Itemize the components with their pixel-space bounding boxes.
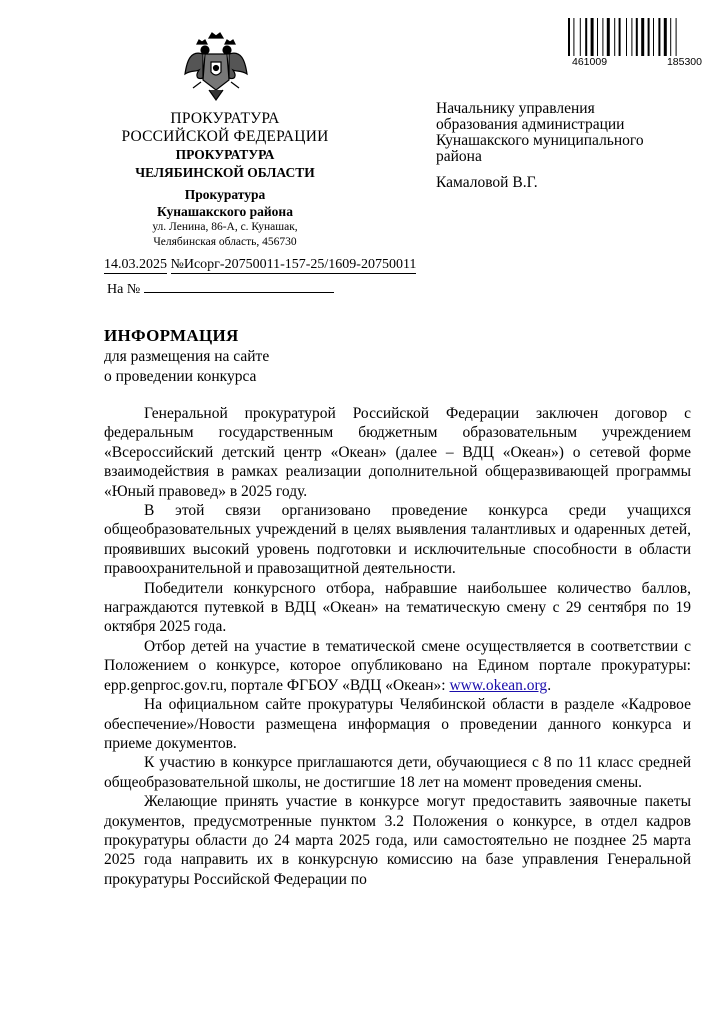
sender-line1: ПРОКУРАТУРА	[170, 110, 280, 127]
paragraph-5: На официальном сайте прокуратуры Челябинской области в разделе «Кадровое обеспечение»/Новости размещена информация о проведении данного конкурса и приеме документов.	[104, 696, 691, 752]
subtitle-line1: для размещения на сайте	[104, 348, 270, 365]
russian-coat-of-arms-icon	[183, 30, 249, 102]
addressee-line3: Кунашакского муниципального	[436, 132, 644, 149]
barcode-bar	[573, 18, 574, 56]
paragraph-4-end: .	[547, 676, 552, 694]
barcode-bar	[602, 18, 603, 56]
barcode-bar	[631, 18, 632, 56]
registration-number: №Исорг-20750011-157-25/1609-20750011	[170, 257, 417, 272]
barcode-bar	[664, 18, 667, 56]
barcode-bar	[614, 18, 615, 56]
sender-department	[120, 186, 330, 250]
paragraph-7: Желающие принять участие в конкурсе могут предоставить заявочные пакеты документов, предусмотренные пунктом 3.2 Положения о конкурсе, в отдел кадров прокуратуры области до 24 марта 2025 года, или самостоятельно не позднее 25 марта 2025 года направить их в конкурсную комиссию на базе управления Генеральной прокуратуры Российской Федерации по	[104, 793, 691, 888]
barcode-bar	[670, 18, 671, 56]
address-line2: Челябинская область, 456730	[153, 236, 297, 248]
paragraph-6: К участию в конкурсе приглашаются дети, обучающиеся с 8 по 11 класс средней общеобразовательной школы, не достигшие 18 лет на момент проведения смены.	[104, 754, 691, 791]
barcode-bar	[636, 18, 638, 56]
sender-block	[95, 110, 355, 182]
barcode-left-number: 461009	[572, 56, 608, 68]
addressee-line1: Начальнику управления	[436, 100, 595, 117]
registration-line	[104, 257, 416, 273]
barcode-numbers	[572, 56, 702, 68]
dept-line2: Кунашакского района	[157, 204, 293, 219]
barcode-bar	[591, 18, 594, 56]
sender-line2: РОССИЙСКОЙ ФЕДЕРАЦИИ	[121, 128, 329, 145]
barcode-bar	[676, 18, 677, 56]
addressee-line2: образования администрации	[436, 116, 625, 133]
sender-line4: ЧЕЛЯБИНСКОЙ ОБЛАСТИ	[135, 165, 315, 180]
document-subtitle	[104, 347, 269, 387]
barcode-bar	[619, 18, 621, 56]
barcode-bar	[568, 18, 570, 56]
document-body	[104, 404, 691, 889]
addressee-name: Камаловой В.Г.	[436, 174, 538, 191]
barcode-bar	[648, 18, 650, 56]
barcode-bar	[580, 18, 581, 56]
barcode	[566, 18, 706, 56]
sender-line3: ПРОКУРАТУРА	[175, 147, 275, 162]
subtitle-line2: о проведении конкурса	[104, 368, 257, 385]
reference-blank	[144, 280, 334, 293]
barcode-bar	[597, 18, 598, 56]
barcode-bar	[653, 18, 654, 56]
paragraph-4-text: Отбор детей на участие в тематической смене осуществляется в соответствии с Положением о конкурсе, которое опубликовано на Едином портале прокуратуры: epp.genproc.gov.ru, портале ФГБОУ «ВДЦ «Океан»:	[104, 637, 691, 694]
addressee-block	[436, 101, 696, 165]
paragraph-1: Генеральной прокуратурой Российской Федерации заключен договор с федеральным государственным бюджетным образовательным учреждением «Всероссийский детский центр «Океан» (далее – ВДЦ «Океан») о сетевой форме взаимодействия в рамках реализации дополнительной общеразвивающей программы «Юный правовед» в 2025 году.	[104, 405, 691, 500]
barcode-bar	[607, 18, 610, 56]
barcode-bar	[641, 18, 644, 56]
paragraph-3: Победители конкурсного отбора, набравшие наибольшее количество баллов, награждаются путевкой в ВДЦ «Океан» на тематическую смену с 29 сентября по 19 октября 2025 года.	[104, 579, 691, 636]
barcode-bar	[585, 18, 587, 56]
paragraph-4	[104, 637, 691, 695]
address-line1: ул. Ленина, 86-А, с. Кунашак,	[152, 221, 298, 233]
registration-date: 14.03.2025	[104, 257, 167, 272]
reference-label: На №	[107, 282, 141, 297]
paragraph-2: В этой связи организовано проведение конкурса среди учащихся общеобразовательных учреждений в целях выявления талантливых и одаренных детей, проявивших высокий уровень подготовки и исключительные способности в области правоохранительной и правозащитной деятельности.	[104, 502, 691, 578]
reference-line	[107, 280, 334, 298]
addressee-line4: района	[436, 148, 482, 165]
dept-line1: Прокуратура	[184, 187, 266, 202]
barcode-bar	[626, 18, 627, 56]
barcode-bar	[658, 18, 660, 56]
okean-link[interactable]: www.okean.org	[449, 676, 548, 694]
barcode-right-number: 185300	[666, 56, 702, 68]
document-title: ИНФОРМАЦИЯ	[104, 326, 239, 345]
